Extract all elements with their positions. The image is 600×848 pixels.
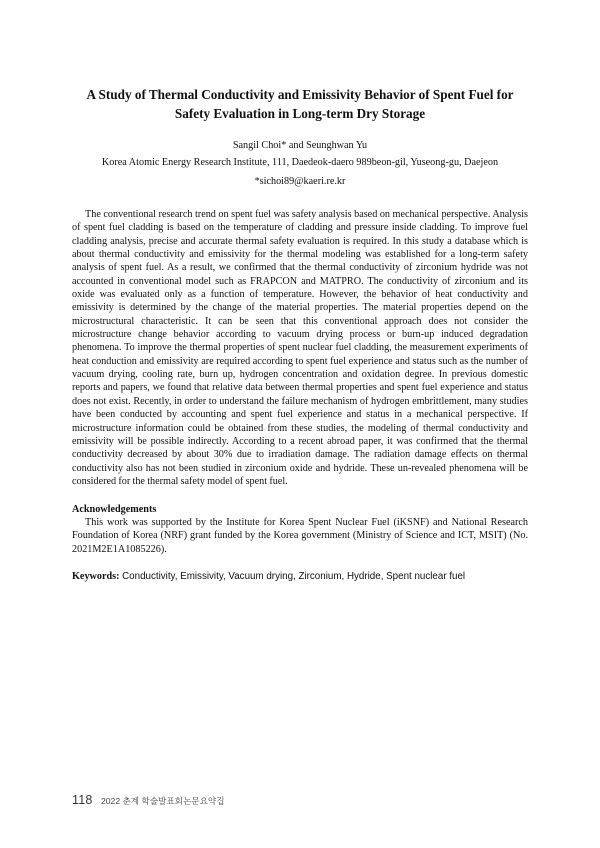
page-footer bbox=[72, 791, 225, 809]
page-number: 118 bbox=[72, 793, 93, 807]
proceedings-name: 2022 춘계 학술발표회논문요약집 bbox=[100, 796, 225, 806]
acknowledgements-body: This work was supported by the Institute for Korea Spent Nuclear Fuel (iKSNF) and National Research Foundation of Korea (NRF) grant funded by the Korea government (Ministry of Science and ICT, MSIT) (No. 2021M2E1A1085226). bbox=[72, 517, 528, 555]
title-line-2: Safety Evaluation in Long-term Dry Storage bbox=[174, 106, 426, 121]
paper-title bbox=[60, 85, 540, 123]
keywords bbox=[72, 570, 542, 583]
abstract-body: The conventional research trend on spent fuel was safety analysis based on mechanical perspective. Analysis of spent fuel cladding is based on the temperature of cladding and pressure inside cladding. To improve fuel cladding analysis, precise and accurate thermal safety evaluation is required. In this study a database which is about thermal conductivity and emissivity for the thermal modeling was established for a long-term safety analysis of spent fuel. As a result, we confirmed that the thermal conductivity of zirconium hydride was not accounted in conventional model such as FRAPCON and MATPRO. The conductivity of zirconium and its oxide was evaluated only as a function of temperature. However, the behavior of heat conductivity and emissivity is determined by the change of the material properties. The material properties depend on the microstructural characteristic. It can be seen that this conventional approach does not consider the microstructure change behavior according to vacuum drying process or burn-up induced degradation phenomena. To improve the thermal properties of spent nuclear fuel cladding, the measurement experiments of heat conduction and emissivity are required according to spent fuel experience and status such as the number of vacuum drying, cooling rate, burn up, hydrogen concentration and oxidation degree. In previous domestic reports and papers, we found that relative data between thermal properties and spent fuel experience and status does not exist. Recently, in order to understand the failure mechanism of hydrogen embrittlement, many studies have been conducted by accounting and spent fuel experience and status in a mechanical perspective. If microstructure information could be obtained from these studies, the modeling of thermal conductivity and emissivity will be possible indirectly. According to a recent abroad paper, it was confirmed that the thermal conductivity decreased by about 30% due to irradiation damage. The radiation damage effects on thermal conductivity also has not been studied in zirconium oxide and hydride. These un-revealed phenomena will be considered for the thermal safety model of spent fuel. bbox=[72, 209, 528, 487]
author-list: Sangil Choi* and Seunghwan Yu bbox=[232, 140, 368, 151]
corresponding-email: *sichoi89@kaeri.re.kr bbox=[254, 176, 346, 187]
keywords-label: Keywords: bbox=[72, 571, 120, 582]
keywords-list: Conductivity, Emissivity, Vacuum drying, Zirconium, Hydride, Spent nuclear fuel bbox=[122, 571, 466, 582]
acknowledgements-heading: Acknowledgements bbox=[72, 504, 157, 515]
affiliation: Korea Atomic Energy Research Institute, 111, Daedeok-daero 989beon-gil, Yuseong-gu, Daejeon bbox=[101, 157, 499, 168]
title-line-1: A Study of Thermal Conductivity and Emissivity Behavior of Spent Fuel for bbox=[86, 87, 514, 102]
